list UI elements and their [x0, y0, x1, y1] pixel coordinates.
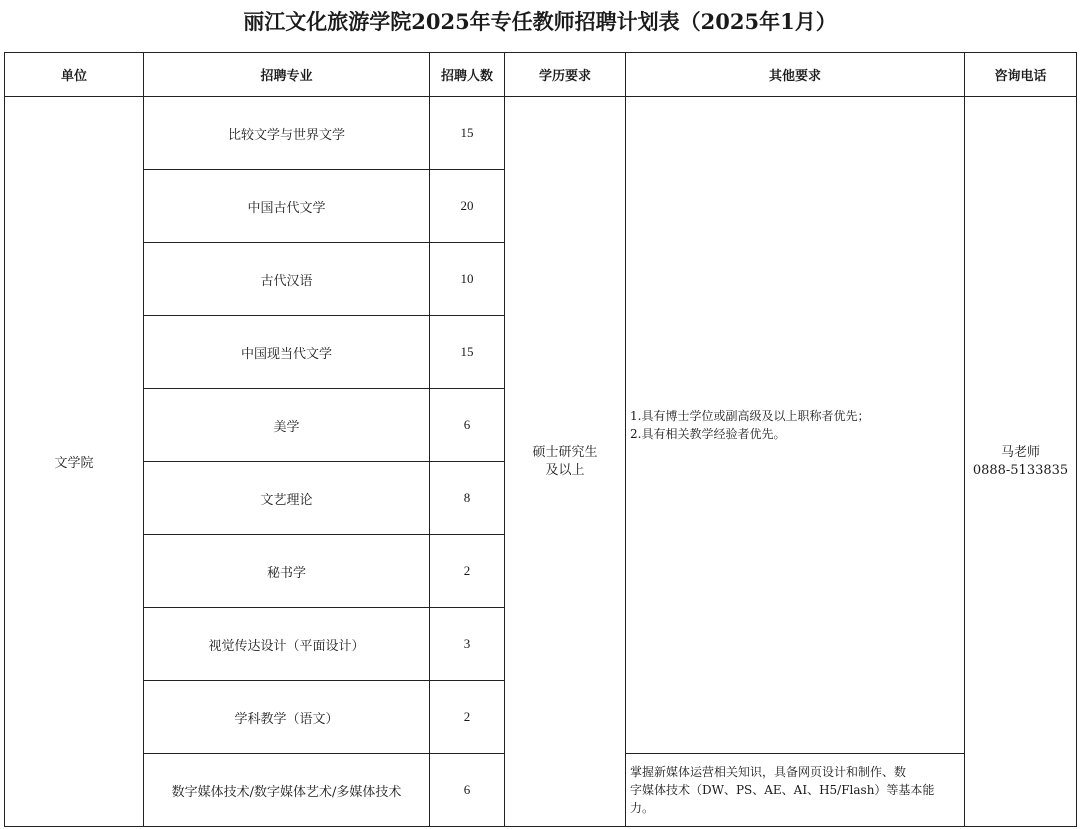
major-cell: 秘书学	[144, 535, 430, 608]
count-cell: 15	[430, 316, 505, 389]
header-count: 招聘人数	[430, 53, 505, 97]
major-cell: 数字媒体技术/数字媒体艺术/多媒体技术	[144, 754, 430, 827]
major-cell: 中国古代文学	[144, 170, 430, 243]
education-cell	[505, 97, 626, 827]
page-title: 丽江文化旅游学院2025年专任教师招聘计划表（2025年1月）	[243, 9, 837, 34]
count-cell: 6	[430, 754, 505, 827]
education-line: 及以上	[545, 462, 585, 478]
count-cell: 20	[430, 170, 505, 243]
header-row	[5, 53, 1077, 97]
major-cell: 比较文学与世界文学	[144, 97, 430, 170]
recruitment-table	[4, 52, 1077, 827]
other-requirement-line: 2.具有相关教学经验者优先。	[630, 427, 786, 441]
count-cell: 10	[430, 243, 505, 316]
major-cell: 古代汉语	[144, 243, 430, 316]
contact-cell	[965, 97, 1077, 827]
major-cell: 视觉传达设计（平面设计）	[144, 608, 430, 681]
other-requirement-line: 字媒体技术（DW、PS、AE、AI、H5/Flash）等基本能	[630, 783, 935, 797]
count-cell: 3	[430, 608, 505, 681]
contact-name: 马老师	[1000, 444, 1040, 460]
other-requirements-media-cell	[626, 754, 965, 827]
other-requirements-cell	[626, 97, 965, 754]
education-line: 硕士研究生	[532, 444, 598, 460]
other-requirement-line: 1.具有博士学位或副高级及以上职称者优先；	[630, 409, 870, 423]
count-cell: 6	[430, 389, 505, 462]
unit-cell: 文学院	[5, 97, 144, 827]
count-cell: 2	[430, 535, 505, 608]
other-requirement-line: 力。	[630, 801, 655, 815]
major-cell: 中国现当代文学	[144, 316, 430, 389]
count-cell: 2	[430, 681, 505, 754]
contact-phone: 0888-5133835	[972, 462, 1069, 478]
major-cell: 文艺理论	[144, 462, 430, 535]
count-cell: 15	[430, 97, 505, 170]
header-major: 招聘专业	[144, 53, 430, 97]
major-cell: 学科教学（语文）	[144, 681, 430, 754]
header-other: 其他要求	[626, 53, 965, 97]
header-education: 学历要求	[505, 53, 626, 97]
count-cell: 8	[430, 462, 505, 535]
major-cell: 美学	[144, 389, 430, 462]
header-contact: 咨询电话	[965, 53, 1077, 97]
table-row	[5, 97, 1077, 170]
header-unit: 单位	[5, 53, 144, 97]
other-requirement-line: 掌握新媒体运营相关知识，具备网页设计和制作、数	[630, 765, 907, 779]
